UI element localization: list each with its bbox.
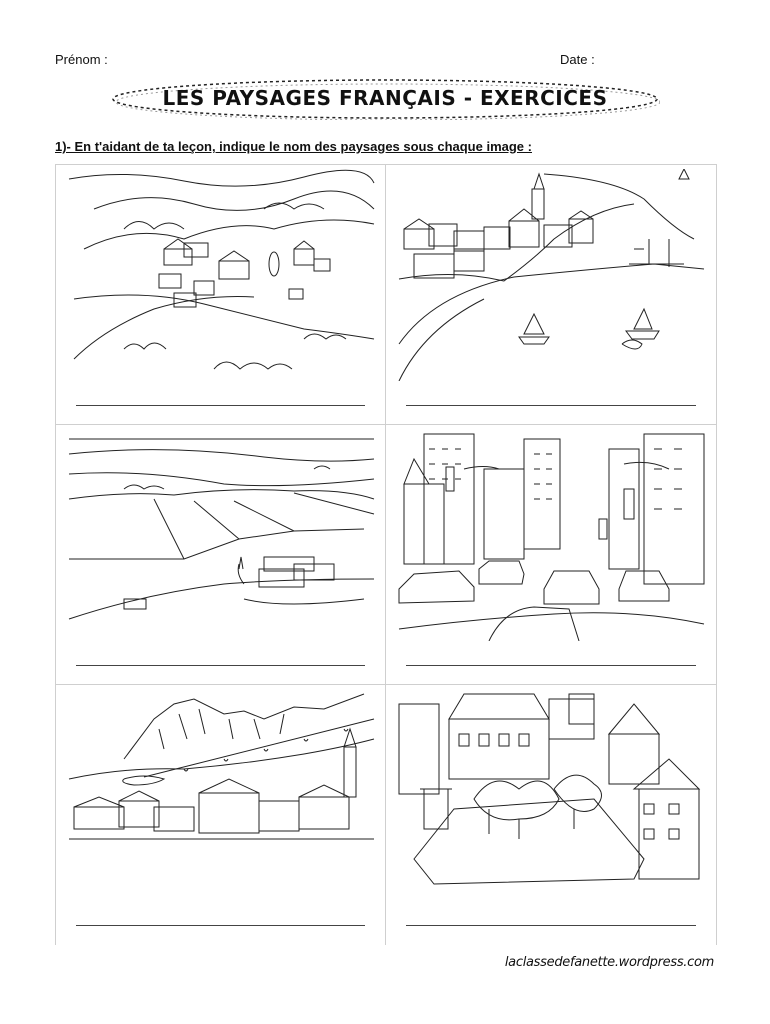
- image-cell-city: [386, 425, 716, 685]
- image-cell-square: [386, 685, 716, 945]
- date-label: Date :: [560, 52, 595, 67]
- mountain-drawing: [64, 689, 378, 901]
- exercise-instruction: 1)- En t'aidant de ta leçon, indique le nom des paysages sous chaque image :: [55, 139, 532, 154]
- image-cell-countryside: [56, 165, 386, 425]
- image-cell-coast: [386, 165, 716, 425]
- title-banner: [110, 78, 660, 120]
- answer-line[interactable]: [406, 925, 696, 926]
- fields-drawing: [64, 429, 378, 641]
- square-drawing: [394, 689, 708, 901]
- image-grid: [55, 164, 717, 945]
- countryside-drawing: [64, 169, 378, 381]
- answer-line[interactable]: [406, 665, 696, 666]
- page-title: LES PAYSAGES FRANÇAIS - EXERCICES: [162, 86, 608, 110]
- city-drawing: [394, 429, 708, 641]
- prenom-label: Prénom :: [55, 52, 108, 67]
- footer-credit: laclassedefanette.wordpress.com: [504, 955, 714, 970]
- image-cell-fields: [56, 425, 386, 685]
- image-cell-mountain: [56, 685, 386, 945]
- answer-line[interactable]: [76, 925, 365, 926]
- answer-line[interactable]: [406, 405, 696, 406]
- answer-line[interactable]: [76, 665, 365, 666]
- coast-drawing: [394, 169, 708, 381]
- answer-line[interactable]: [76, 405, 365, 406]
